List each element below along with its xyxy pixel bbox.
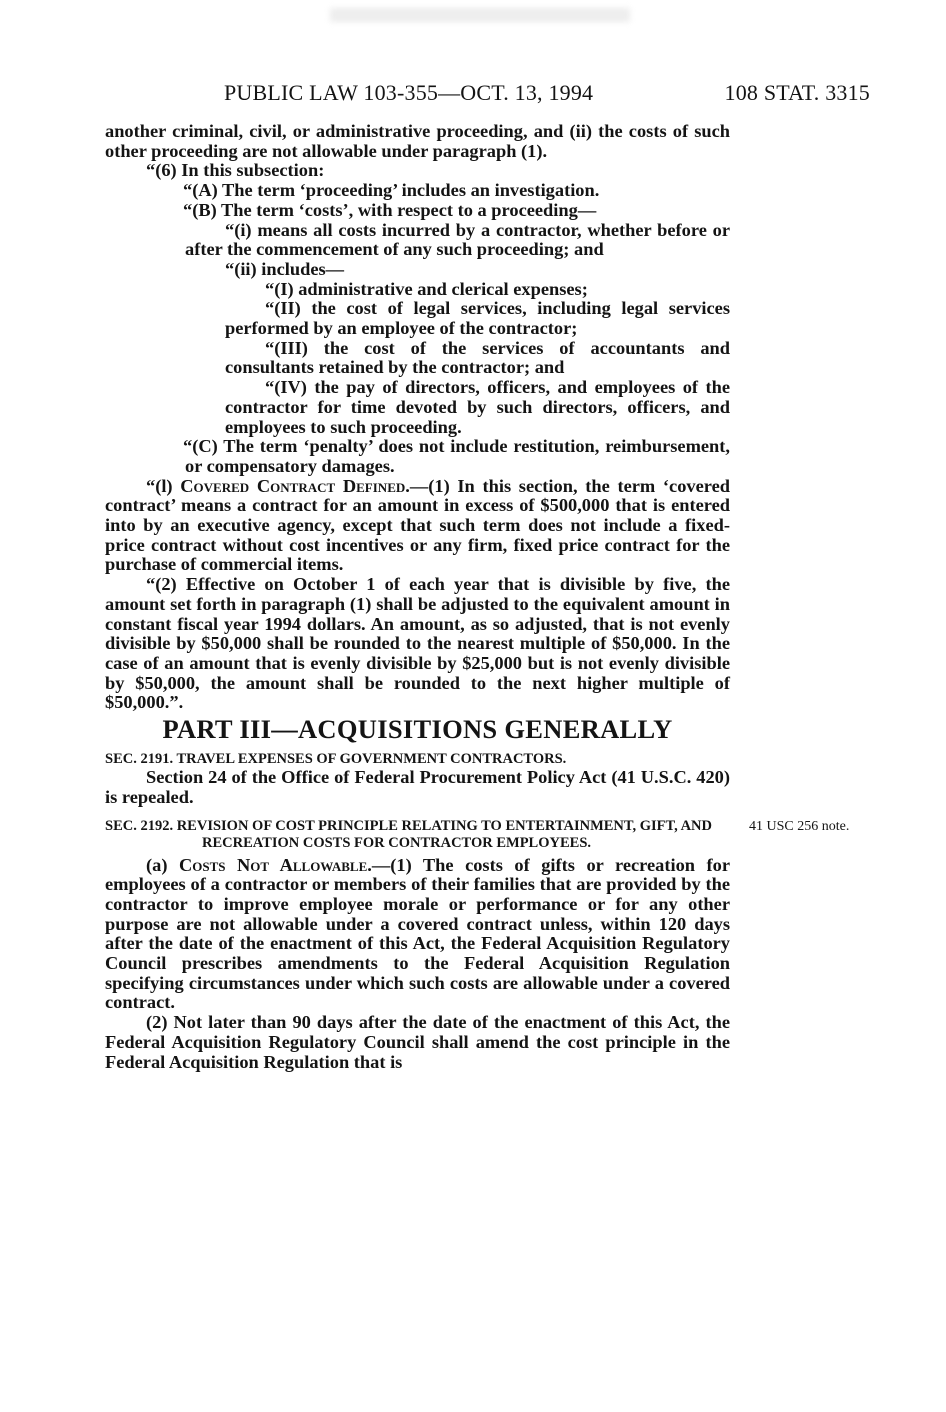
paragraph-6-b: “(B) The term ‘costs’, with respect to a proceeding—	[183, 199, 597, 220]
paragraph-l-2: “(2) Effective on October 1 of each year that is divisible by five, the amount set forth in paragraph (1) shall be adjusted to the equivalent amount in constant fiscal year 1994 dollars. An amount, as so adjusted, that is not evenly divisible by $50,000 shall be rounded to the nearest multiple of $50,000. In the case of an amount that is evenly divisible by $25,000 but is not evenly divisible by $50,000, the amount shall be rounded to the next higher multiple of $50,000.”.	[105, 574, 730, 713]
paragraph-6-b-ii: “(ii) includes—	[225, 258, 345, 279]
section-2192-a-2: (2) Not later than 90 days after the date of the enactment of this Act, the Federal Acquisition Regulatory Council shall amend the cost principle in the Federal Acquisition Regulation that is	[105, 1012, 730, 1072]
page-number: 108 STAT. 3315	[724, 80, 870, 105]
section-2191-text: Section 24 of the Office of Federal Procurement Policy Act (41 U.S.C. 420) is repealed.	[105, 767, 730, 807]
subsection-l-lead: “(l)	[146, 475, 181, 496]
section-2192-a-caption: Costs Not Allowable.	[178, 854, 372, 875]
paragraph-6-b-ii-III: “(III) the cost of the services of accountants and consultants retained by the contractor; and	[225, 337, 730, 378]
section-2192-heading-block	[105, 817, 850, 852]
part-heading: PART III—ACQUISITIONS GENERALLY	[162, 714, 673, 745]
section-2191-heading: SEC. 2191. TRAVEL EXPENSES OF GOVERNMENT CONTRACTORS.	[105, 751, 567, 768]
paragraph-6-c: “(C) The term ‘penalty’ does not include restitution, reimbursement, or compensatory damages.	[183, 436, 730, 476]
paragraph-subsection-l	[105, 477, 730, 576]
subsection-l-caption: Covered Contract Defined.	[180, 475, 410, 496]
paragraph-6-a: “(A) The term ‘proceeding’ includes an investigation.	[183, 180, 600, 201]
section-2192-a	[105, 856, 730, 1014]
paragraph-6-b-ii-II: “(II) the cost of legal services, including legal services performed by an employee of the contractor;	[225, 298, 730, 339]
paragraph-6-b-i: “(i) means all costs incurred by a contractor, whether before or after the commencement of any such proceeding; and	[185, 219, 730, 260]
paragraph-subsection-6: “(6) In this subsection:	[146, 160, 325, 181]
margin-note: 41 USC 256 note.	[749, 818, 850, 834]
page-body	[105, 121, 850, 1072]
section-2192-a-lead: (a)	[146, 854, 179, 875]
section-2192-a-text: —(1) The costs of gifts or recreation for employees of a contractor or members of their families that are provided by the contractor to improve employee morale or performance or for any other purpose are not allowable under a covered contract unless, within 120 days after the date of the enactment of this Act, the Federal Acquisition Regulatory Council prescribes amendments to the Federal Acquisition Regulation specifying circumstances under which such costs are allowable under a covered contract.	[105, 854, 730, 1013]
page-header	[0, 80, 946, 108]
bleed-through-smudge	[330, 8, 630, 22]
paragraph-continuation: another criminal, civil, or administrative proceeding, and (ii) the costs of such other proceeding are not allowable under paragraph (1).	[105, 121, 730, 161]
paragraph-6-b-ii-IV: “(IV) the pay of directors, officers, and employees of the contractor for time devoted by such directors, officers, and employees to such proceeding.	[225, 377, 730, 437]
running-head: PUBLIC LAW 103-355—OCT. 13, 1994	[224, 80, 594, 105]
subsection-l-text: —(1) In this section, the term ‘covered contract’ means a contract for an amount in excess of $500,000 that is entered into by an executive agency, except that such term does not include a fixed-price contract without cost incentives or any firm, fixed price contract for the purchase of commercial items.	[105, 475, 730, 575]
paragraph-6-b-ii-I: “(I) administrative and clerical expenses;	[265, 278, 588, 299]
section-2192-heading: SEC. 2192. REVISION OF COST PRINCIPLE RELATING TO ENTERTAINMENT, GIFT, AND RECREATION COSTS FOR CONTRACTOR EMPLOYEES.	[105, 817, 712, 851]
